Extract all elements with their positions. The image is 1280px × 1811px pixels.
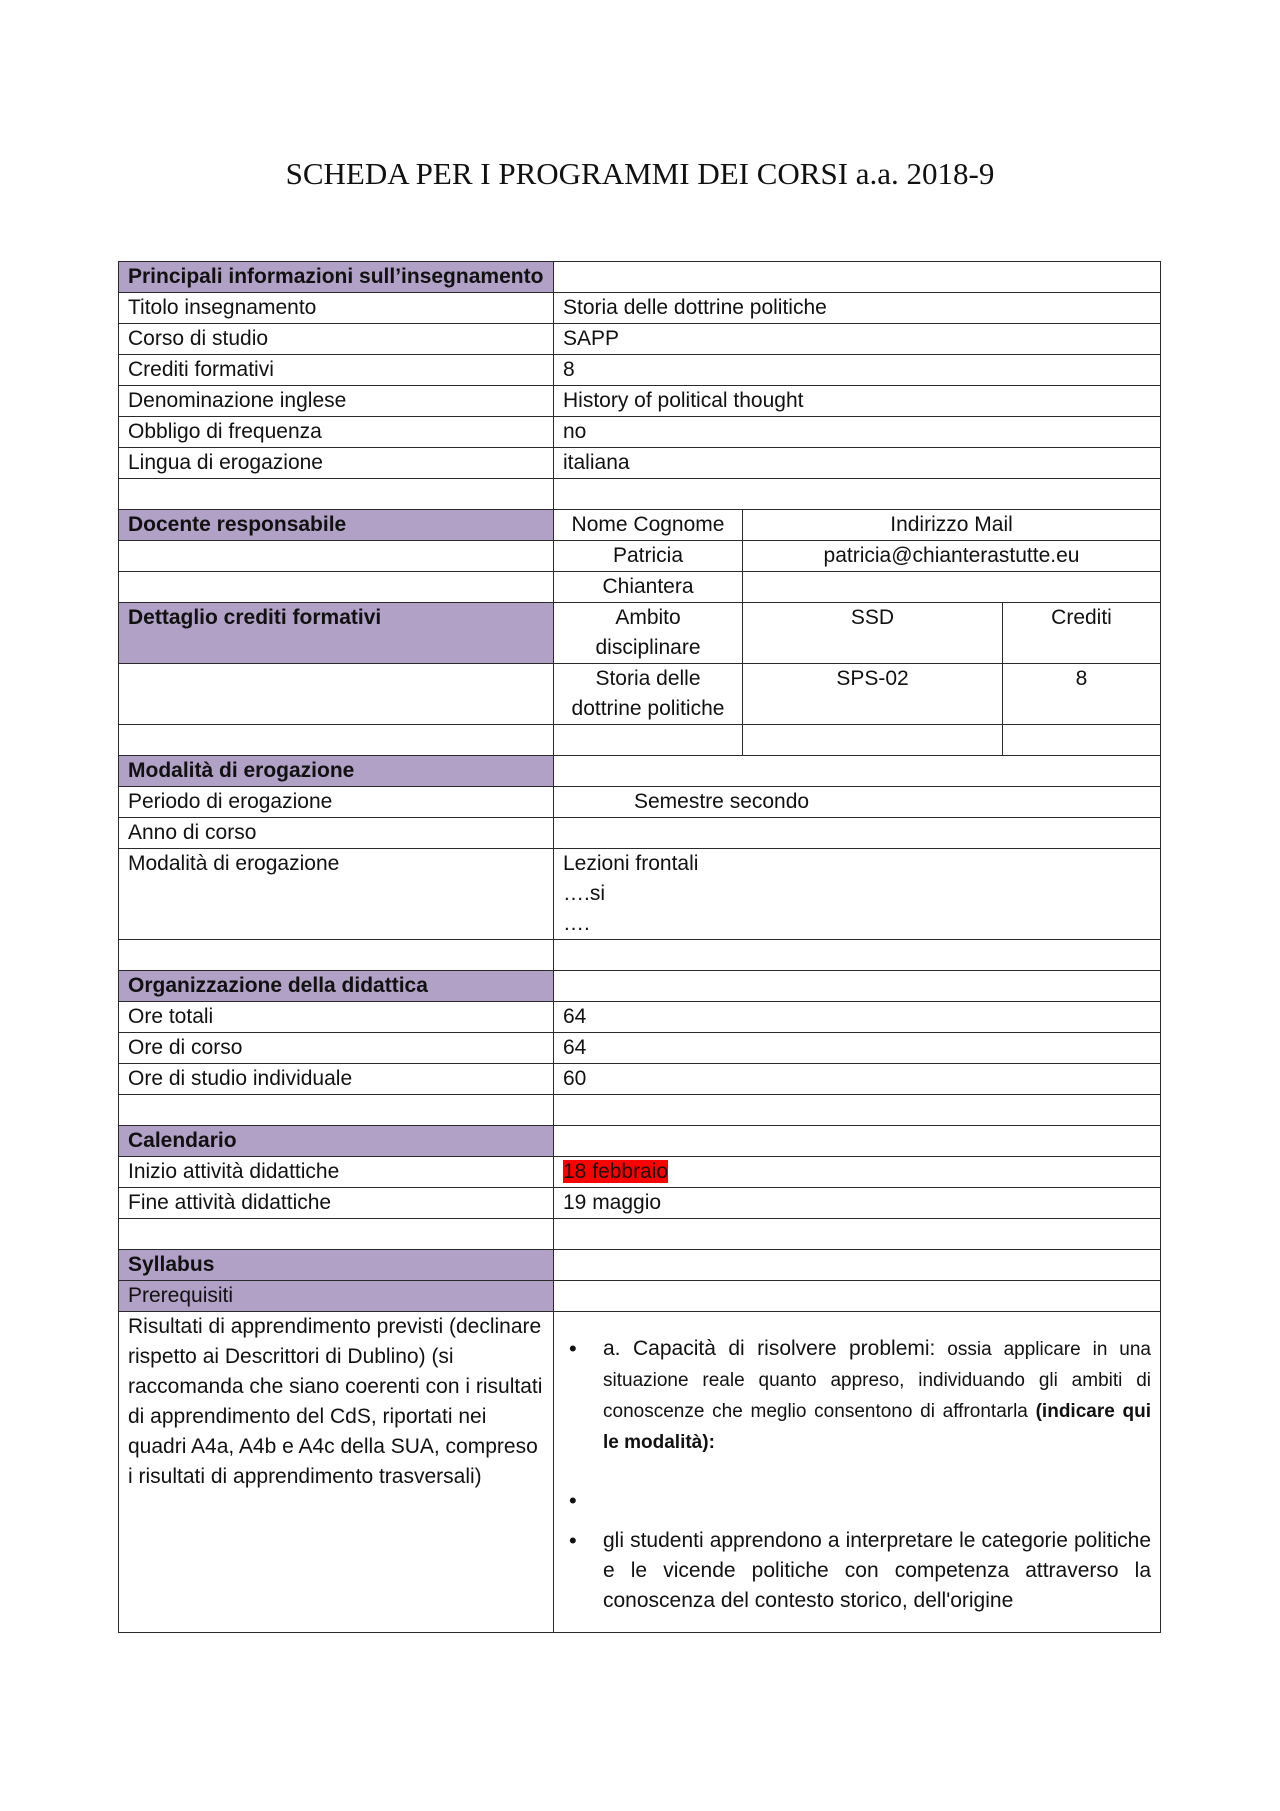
column-header-ambito: Ambito disciplinare — [554, 603, 743, 664]
table-row — [119, 1002, 1161, 1033]
spacer-row — [119, 940, 1161, 971]
row-label: Ore di studio individuale — [119, 1064, 554, 1095]
table-row — [119, 849, 1161, 940]
table-row — [119, 1033, 1161, 1064]
table-row — [119, 1188, 1161, 1219]
section-heading-delivery: Modalità di erogazione — [119, 756, 554, 787]
page-title: SCHEDA PER I PROGRAMMI DEI CORSI a.a. 2018-9 — [285, 156, 995, 191]
highlighted-date: 18 febbraio — [563, 1160, 669, 1183]
row-value — [554, 1157, 1161, 1188]
row-value: 64 — [554, 1033, 1161, 1064]
table-row — [119, 1126, 1161, 1157]
list-item: • a. Capacità di risolvere problemi: ossia applicare in una situazione reale quanto appreso, individuando gli ambiti di conoscenze che meglio consentono di affrontarla (indicare qui le modalità): — [563, 1334, 1151, 1458]
table-row — [119, 293, 1161, 324]
row-value: no — [554, 417, 1161, 448]
outcomes-content — [554, 1312, 1161, 1633]
table-row — [119, 664, 1161, 725]
row-label: Crediti formativi — [119, 355, 554, 386]
credits-ambito-value: Storia delle dottrine politiche — [554, 664, 743, 725]
outcomes-list — [563, 1334, 1151, 1616]
row-value — [554, 818, 1161, 849]
row-label: Corso di studio — [119, 324, 554, 355]
spacer-row — [119, 479, 1161, 510]
table-row — [119, 572, 1161, 603]
teacher-mail: patricia@chianterastutte.eu — [743, 541, 1161, 572]
teacher-name-first: Patricia — [554, 541, 743, 572]
list-item — [563, 1486, 1151, 1516]
row-value: History of political thought — [554, 386, 1161, 417]
row-label: Lingua di erogazione — [119, 448, 554, 479]
row-label: Fine attività didattiche — [119, 1188, 554, 1219]
mode-line: …. — [563, 912, 590, 935]
table-row — [119, 1064, 1161, 1095]
credits-crediti-value: 8 — [1003, 664, 1161, 725]
row-value: Storia delle dottrine politiche — [554, 293, 1161, 324]
section-heading-calendar: Calendario — [119, 1126, 554, 1157]
table-row — [119, 417, 1161, 448]
mode-line: ….si — [563, 882, 605, 905]
table-row — [119, 818, 1161, 849]
row-value: 19 maggio — [554, 1188, 1161, 1219]
table-row — [119, 787, 1161, 818]
row-value — [554, 849, 1161, 940]
table-row — [119, 541, 1161, 572]
row-label: Modalità di erogazione — [119, 849, 554, 940]
row-label: Inizio attività didattiche — [119, 1157, 554, 1188]
column-header-mail: Indirizzo Mail — [743, 510, 1161, 541]
table-row — [119, 510, 1161, 541]
course-info-table — [118, 261, 1161, 1633]
table-row — [119, 355, 1161, 386]
table-row — [119, 1312, 1161, 1633]
section-heading-credits: Dettaglio crediti formativi — [119, 603, 554, 664]
row-label: Obbligo di frequenza — [119, 417, 554, 448]
table-row — [119, 262, 1161, 293]
spacer-row — [119, 1095, 1161, 1126]
list-item: • gli studenti apprendono a interpretare le categorie politiche e le vicende politiche con competenza attraverso la conoscenza del contesto storico, dell'origine — [563, 1526, 1151, 1616]
row-value: italiana — [554, 448, 1161, 479]
row-value: 64 — [554, 1002, 1161, 1033]
row-value: 60 — [554, 1064, 1161, 1095]
mode-line: Lezioni frontali — [563, 852, 699, 875]
row-label: Ore di corso — [119, 1033, 554, 1064]
spacer-row — [119, 1219, 1161, 1250]
table-row — [119, 448, 1161, 479]
table-row — [119, 603, 1161, 664]
table-row — [119, 756, 1161, 787]
credits-ssd-value: SPS-02 — [743, 664, 1003, 725]
column-header-name: Nome Cognome — [554, 510, 743, 541]
outcomes-label: Risultati di apprendimento previsti (declinare rispetto ai Descrittori di Dublino) (si raccomanda che siano coerenti con i risultati di apprendimento del CdS, riportati nei quadri A4a, A4b e A4c della SUA, compreso i risultati di apprendimento trasversali) — [119, 1312, 554, 1633]
row-label: Denominazione inglese — [119, 386, 554, 417]
spacer-row — [119, 725, 1161, 756]
prerequisites-label: Prerequisiti — [119, 1281, 554, 1312]
table-row — [119, 971, 1161, 1002]
table-row — [119, 386, 1161, 417]
section-heading-teacher: Docente responsabile — [119, 510, 554, 541]
section-heading-syllabus: Syllabus — [119, 1250, 554, 1281]
column-header-crediti: Crediti — [1003, 603, 1161, 664]
column-header-ssd: SSD — [743, 603, 1003, 664]
table-row — [119, 324, 1161, 355]
section-heading-organization: Organizzazione della didattica — [119, 971, 554, 1002]
row-label: Periodo di erogazione — [119, 787, 554, 818]
teacher-name-last: Chiantera — [554, 572, 743, 603]
empty-cell — [554, 262, 1161, 293]
table-row — [119, 1157, 1161, 1188]
row-value: Semestre secondo — [554, 787, 1161, 818]
row-label: Anno di corso — [119, 818, 554, 849]
table-row — [119, 1281, 1161, 1312]
row-value: SAPP — [554, 324, 1161, 355]
table-row — [119, 1250, 1161, 1281]
row-value: 8 — [554, 355, 1161, 386]
section-heading-general: Principali informazioni sull’insegnamento — [119, 262, 554, 293]
row-label: Ore totali — [119, 1002, 554, 1033]
row-label: Titolo insegnamento — [119, 293, 554, 324]
